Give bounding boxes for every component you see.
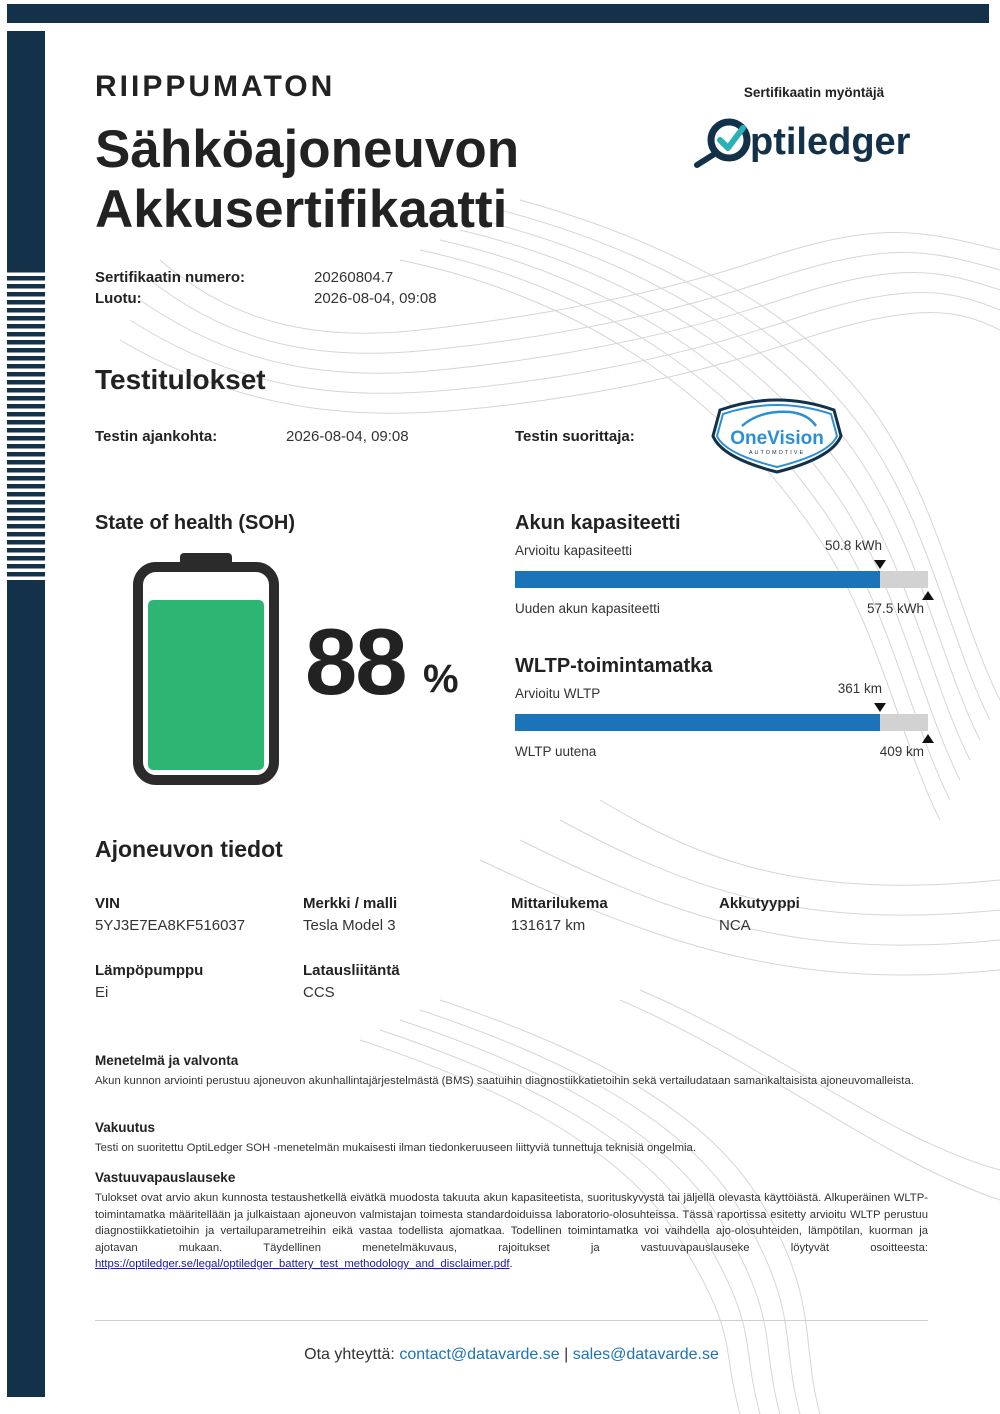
- method-heading: Menetelmä ja valvonta: [95, 1053, 239, 1068]
- certificate-kicker: RIIPPUMATON: [95, 70, 336, 103]
- footer-contact: [95, 1346, 928, 1364]
- vin-value: 5YJ3E7EA8KF516037: [95, 917, 246, 934]
- battery-fill: [148, 600, 264, 770]
- created-label: Luotu:: [95, 290, 142, 307]
- heat-pump-value: Ei: [95, 984, 109, 1001]
- title-line-2: Akkusertifikaatti: [95, 180, 508, 239]
- onevision-logo-text: OneVision: [730, 428, 824, 449]
- cert-number-label: Sertifikaatin numero:: [95, 269, 246, 286]
- onevision-logo-subtext: AUTOMOTIVE: [748, 450, 806, 456]
- wltp-estimated-label: Arvioitu WLTP: [515, 686, 601, 701]
- optiledger-logo-text: ptiledger: [750, 121, 911, 163]
- battery-type-label: Akkutyyppi: [719, 895, 800, 912]
- created-value: 2026-08-04, 09:08: [314, 290, 437, 307]
- wltp-estimated-value: 361 km: [837, 681, 882, 696]
- capacity-estimated-label: Arvioitu kapasiteetti: [515, 543, 633, 558]
- wltp-new-value: 409 km: [879, 744, 924, 759]
- battery-type-value: NCA: [719, 917, 751, 934]
- onevision-logo: [708, 396, 846, 481]
- top-bar: [7, 4, 989, 23]
- test-performer-label: Testin suorittaja:: [515, 428, 635, 445]
- capacity-bar-fill: [515, 571, 880, 588]
- soh-heading: State of health (SOH): [95, 512, 296, 534]
- battery-icon: [133, 553, 279, 790]
- capacity-new-label: Uuden akun kapasiteetti: [515, 601, 660, 616]
- wltp-heading: WLTP-toimintamatka: [515, 655, 713, 677]
- vin-label: VIN: [95, 895, 121, 912]
- charging-port-value: CCS: [303, 984, 335, 1001]
- capacity-estimated-value: 50.8 kWh: [824, 538, 882, 553]
- wltp-new-marker: [922, 734, 934, 743]
- wltp-bar-track: [515, 714, 928, 731]
- issuer-label: Sertifikaatin myöntäjä: [743, 85, 885, 100]
- capacity-new-value: 57.5 kWh: [866, 601, 924, 616]
- footer-divider: [95, 1320, 928, 1321]
- capacity-new-marker: [922, 591, 934, 600]
- capacity-heading: Akun kapasiteetti: [515, 512, 681, 534]
- disclaimer-heading: Vastuuvapauslauseke: [95, 1170, 236, 1185]
- sales-email-link[interactable]: sales@datavarde.se: [572, 1346, 719, 1363]
- assurance-text: Testi on suoritettu OptiLedger SOH -menetelmän mukaisesti ilman tiedonkeruuseen liittyviä tunnettuja teknisiä ongelmia.: [95, 1142, 696, 1154]
- page-title: [95, 120, 519, 240]
- make-model-value: Tesla Model 3: [303, 917, 396, 934]
- wltp-bar-fill: [515, 714, 880, 731]
- make-model-label: Merkki / malli: [303, 895, 398, 912]
- capacity-estimated-marker: [874, 560, 886, 569]
- disclaimer-text: Tulokset ovat arvio akun kunnosta testaushetkellä eivätkä muodosta takuuta akun kapasiteetista, suorituskyvystä tai jäljellä olevasta käyttöiästä. Alkuperäinen WLTP-toimintamatka määritellään ja julkaistaan ajoneuvon valmistajan toimesta standardoiduissa laboratorio-olosuhteissa. Tässä raportissa esitetty arvioitu WLTP perustuu diagnostiikkatietoihin ja vertailuparametreihin eikä vastaa todellista ajomatkaa. Todellinen toimintamatka voi vaihdella ajo-olosuhteiden, lämpötilan, kuorman ja ajotavan mukaan. Täydellinen menetelmäkuvaus, rajoitukset ja vastuuvapauslauseke löytyvät osoitteesta:: [95, 1192, 928, 1254]
- test-time-label: Testin ajankohta:: [95, 428, 218, 445]
- disclaimer-tail: .: [509, 1258, 513, 1270]
- results-heading: Testitulokset: [95, 364, 266, 395]
- contact-email-link[interactable]: contact@datavarde.se: [399, 1346, 560, 1363]
- heat-pump-label: Lämpöpumppu: [95, 962, 204, 979]
- disclaimer-paragraph: [95, 1190, 928, 1273]
- soh-value: 88: [305, 609, 406, 714]
- odometer-value: 131617 km: [511, 917, 586, 934]
- disclaimer-link[interactable]: https://optiledger.se/legal/optiledger_battery_test_methodology_and_disclaimer.pdf: [95, 1258, 510, 1270]
- optiledger-logo: [693, 112, 928, 179]
- contact-label: Ota yhteyttä:: [304, 1346, 395, 1363]
- test-time-value: 2026-08-04, 09:08: [286, 428, 409, 445]
- wltp-estimated-marker: [874, 703, 886, 712]
- capacity-bar-track: [515, 571, 928, 588]
- assurance-heading: Vakuutus: [95, 1120, 156, 1135]
- wltp-new-label: WLTP uutena: [515, 744, 597, 759]
- cert-number-value: 20260804.7: [314, 269, 394, 286]
- title-line-1: Sähköajoneuvon: [95, 120, 520, 179]
- side-bar: [7, 31, 45, 1397]
- side-stripes: [7, 268, 45, 580]
- soh-unit: %: [423, 657, 459, 701]
- contact-separator: |: [564, 1346, 569, 1363]
- magnifier-check-icon: [693, 112, 928, 174]
- method-text: Akun kunnon arviointi perustuu ajoneuvon akunhallintajärjestelmästä (BMS) saatuihin diagnostiikkatietoihin sekä vertailudataan samankaltaisista ajoneuvomalleista.: [95, 1075, 914, 1087]
- charging-port-label: Latausliitäntä: [303, 962, 400, 979]
- vehicle-heading: Ajoneuvon tiedot: [95, 836, 283, 862]
- odometer-label: Mittarilukema: [511, 895, 608, 912]
